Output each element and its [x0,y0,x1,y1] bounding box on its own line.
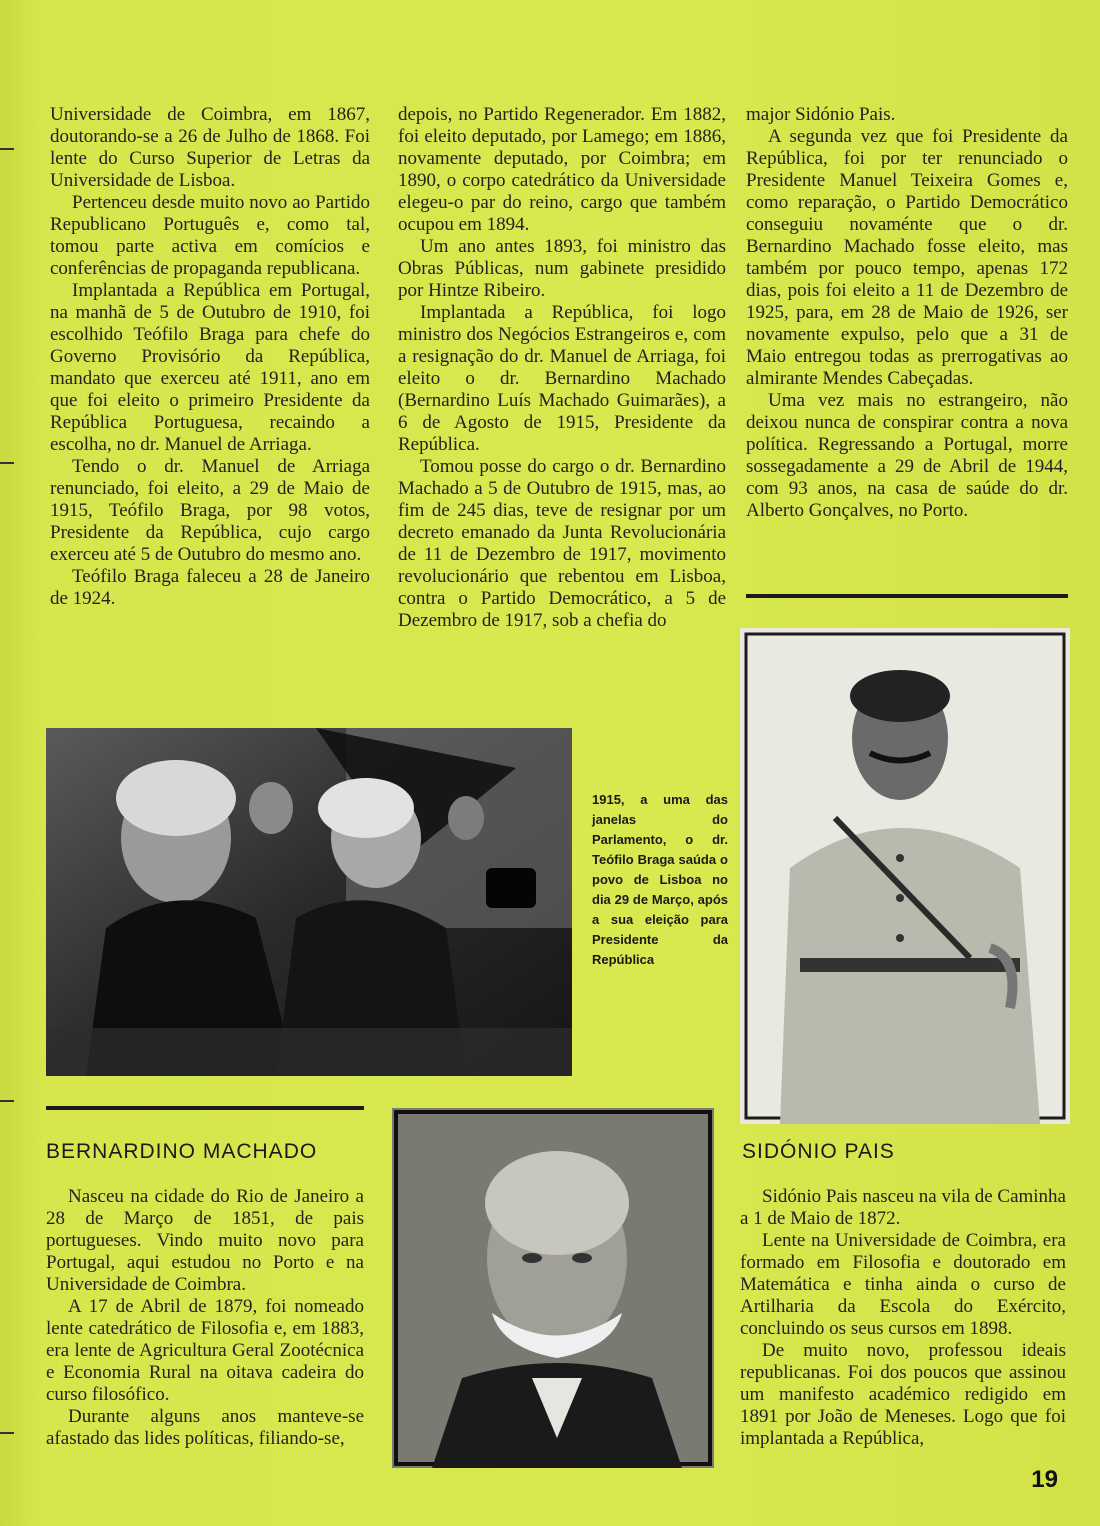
paragraph: Universidade de Coimbra, em 1867, doutorando-se a 26 de Julho de 1868. Foi lente do Curso Superior de Letras da Universidade de Lisboa. [50,104,370,191]
paragraph: A segunda vez que foi Presidente da República, foi por ter renunciado o Presidente Manuel Teixeira Gomes e, como reparação, o Partido Democrático conseguiu novaménte que o dr. Bernardino Machado fosse eleito, mas também por pouco tempo, apenas 172 dias, pois foi eleito a 11 de Dezembro de 1925, para, em 28 de Maio de 1926, ser novamente expulso, pelo que a 31 de Maio entregou todas as prerrogativas ao almirante Mendes Cabeçadas. [746,126,1068,389]
paragraph: depois, no Partido Regenerador. Em 1882, foi eleito deputado, por Lamego; em 1886, novamente deputado, por Coimbra; em 1890, o corpo catedrático da Universidade elegeu-o par do reino, cargo que também ocupou em 1894. [398,104,726,235]
paragraph: A 17 de Abril de 1879, foi nomeado lente catedrático de Filosofia e, em 1883, era lente de Agricultura Geral Zootécnica e Economia Rural na oitava cadeira do curso filosófico. [46,1296,364,1405]
photo-bernardino-machado [392,1108,714,1468]
photo-illustration [46,728,572,1076]
paragraph: Lente na Universidade de Coimbra, era formado em Filosofia e doutorado em Matemática e tinha ainda o curso de Artilharia da Escola do Exército, concluindo os seus cursos em 1898. [740,1230,1066,1339]
paragraph: major Sidónio Pais. [746,104,896,125]
paragraph: Implantada a República em Portugal, na manhã de 5 de Outubro de 1910, foi escolhido Teófilo Braga para chefe do Governo Provisório da República, mandato que exerceu até 1911, ano em que foi eleito o primeiro Presidente da República Portuguesa, recaindo a escolha, no dr. Manuel de Arriaga. [50,280,370,455]
page-number: 19 [1031,1466,1058,1493]
paragraph: Tendo o dr. Manuel de Arriaga renunciado, foi eleito, a 29 de Maio de 1915, Teófilo Braga, por 98 votos, Presidente da República, cujo cargo exerceu até 5 de Outubro do mesmo ano. [50,456,370,565]
photo-caption: 1915, a uma das janelas do Parlamento, o dr. Teófilo Braga saúda o povo de Lisboa no dia 29 de Março, após a sua eleição para Presidente da República [592,792,728,967]
paragraph: Nasceu na cidade do Rio de Janeiro a 28 de Março de 1851, de pais portugueses. Vindo muito novo para Portugal, aqui estudou no Porto e na Universidade de Coimbra. [46,1186,364,1295]
binding-mark [0,1432,14,1434]
article-column-3 [746,104,1068,522]
binding-mark [0,462,14,464]
paragraph: Tomou posse do cargo o dr. Bernardino Machado a 5 de Outubro de 1915, mas, ao fim de 245 dias, teve de resignar por um decreto emanado da Junta Revolucionária de 11 de Dezembro de 1917, movimento revolucionário que rebentou em Lisboa, contra o Partido Democrático, a 5 de Dezembro de 1917, sob a chefia do [398,456,726,631]
photo-teofilo-braga-window [46,728,572,1076]
portrait-illustration [392,1108,714,1468]
article-column-1 [50,104,370,610]
section-rule [746,594,1068,598]
sidonio-text [740,1186,1066,1450]
bernardino-text [46,1186,364,1450]
paragraph: Teófilo Braga faleceu a 28 de Janeiro de 1924. [50,566,370,609]
paragraph: Sidónio Pais nasceu na vila de Caminha a 1 de Maio de 1872. [740,1186,1066,1229]
section-heading-sidonio: SIDÓNIO PAIS [742,1140,895,1163]
paragraph: Durante alguns anos manteve-se afastado das lides políticas, filiando-se, [46,1406,364,1449]
paragraph: De muito novo, professou ideais republicanas. Foi dos poucos que assinou um manifesto académico redigido em 1891 por João de Meneses. Logo que foi implantada a República, [740,1340,1066,1449]
section-heading-bernardino: BERNARDINO MACHADO [46,1140,318,1163]
article-column-2 [398,104,726,632]
portrait-illustration [740,628,1070,1124]
section-rule [46,1106,364,1110]
paragraph: Pertenceu desde muito novo ao Partido Republicano Português e, como tal, tomou parte activa em comícios e conferências de propaganda republicana. [50,192,370,279]
paragraph: Um ano antes 1893, foi ministro das Obras Públicas, num gabinete presidido por Hintze Ribeiro. [398,236,726,301]
photo-sidonio-pais [740,628,1070,1124]
binding-mark [0,1100,14,1102]
binding-mark [0,148,14,150]
paragraph: Uma vez mais no estrangeiro, não deixou nunca de conspirar contra a nova política. Regressando a Portugal, morre sossegadamente a 29 de Abril de 1944, com 93 anos, na casa de saúde do dr. Alberto Gonçalves, no Porto. [746,390,1068,521]
paragraph: Implantada a República, foi logo ministro dos Negócios Estrangeiros e, com a resignação do dr. Manuel de Arriaga, foi eleito o dr. Bernardino Machado (Bernardino Luís Machado Guimarães), a 6 de Agosto de 1915, Presidente da República. [398,302,726,455]
